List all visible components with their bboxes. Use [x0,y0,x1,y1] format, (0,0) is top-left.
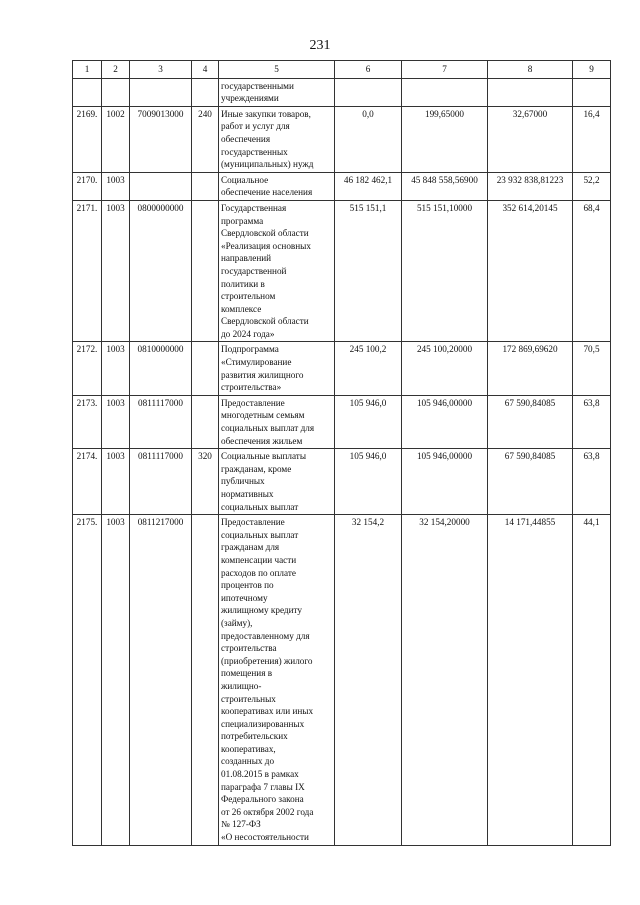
item-name-cell: государственными учреждениями [219,78,335,106]
planned-amount-cell: 46 182 462,1 [335,172,402,200]
table-row [73,172,611,200]
execution-percent-cell: 16,4 [573,106,611,172]
executed-amount-cell: 352 614,20145 [488,200,573,342]
header-cell: 5 [219,61,335,79]
planned-amount-cell [335,78,402,106]
section-code-cell: 1003 [102,172,130,200]
item-name-cell: Предоставление многодетным семьям социальных выплат для обеспечения жильем [219,395,335,448]
target-article-code-cell [130,172,192,200]
item-name-cell: Иные закупки товаров, работ и услуг для обеспечения государственных (муниципальных) нужд [219,106,335,172]
target-article-code-cell: 0811117000 [130,449,192,515]
expense-type-code-cell [192,395,219,448]
executed-amount-cell: 67 590,84085 [488,395,573,448]
approved-amount-cell: 245 100,20000 [402,342,488,395]
expense-type-code-cell: 320 [192,449,219,515]
section-code-cell: 1003 [102,449,130,515]
table-row [73,515,611,845]
approved-amount-cell: 32 154,20000 [402,515,488,845]
expense-type-code-cell: 240 [192,106,219,172]
section-code-cell [102,78,130,106]
row-number-cell: 2175. [73,515,102,845]
planned-amount-cell: 105 946,0 [335,395,402,448]
row-number-cell [73,78,102,106]
approved-amount-cell: 45 848 558,56900 [402,172,488,200]
header-cell: 7 [402,61,488,79]
executed-amount-cell [488,78,573,106]
header-cell: 3 [130,61,192,79]
executed-amount-cell: 32,67000 [488,106,573,172]
header-cell: 4 [192,61,219,79]
execution-percent-cell: 44,1 [573,515,611,845]
item-name-cell: Социальные выплаты гражданам, кроме публичных нормативных социальных выплат [219,449,335,515]
item-name-cell: Подпрограмма «Стимулирование развития жилищного строительства» [219,342,335,395]
header-cell: 6 [335,61,402,79]
table-row [73,395,611,448]
section-code-cell: 1002 [102,106,130,172]
row-number-cell: 2174. [73,449,102,515]
table-body [73,61,611,846]
planned-amount-cell: 105 946,0 [335,449,402,515]
target-article-code-cell: 0800000000 [130,200,192,342]
header-cell: 2 [102,61,130,79]
page-number: 231 [309,38,331,53]
expense-type-code-cell [192,342,219,395]
execution-percent-cell: 52,2 [573,172,611,200]
table-row [73,449,611,515]
table-row [73,342,611,395]
planned-amount-cell: 0,0 [335,106,402,172]
target-article-code-cell: 0811117000 [130,395,192,448]
target-article-code-cell: 7009013000 [130,106,192,172]
header-row [73,61,611,79]
header-cell: 1 [73,61,102,79]
table-row [73,78,611,106]
row-number-cell: 2169. [73,106,102,172]
header-cell: 8 [488,61,573,79]
item-name-cell: Предоставление социальных выплат гражданам для компенсации части расходов по оплате процентов по ипотечному жилищному кредиту (займу), предоставленному для строительства (приобретения) жилого помещения в жилищно- строительных кооперативах или иных специализированных потребительских кооперативах, созданных до 01.08.2015 в рамках параграфа 7 главы IX Федерального закона от 26 октября 2002 года № 127-ФЗ «О несостоятельности [219,515,335,845]
planned-amount-cell: 245 100,2 [335,342,402,395]
approved-amount-cell: 199,65000 [402,106,488,172]
header-cell: 9 [573,61,611,79]
execution-percent-cell: 63,8 [573,395,611,448]
execution-percent-cell: 70,5 [573,342,611,395]
table-row [73,200,611,342]
section-code-cell: 1003 [102,342,130,395]
execution-percent-cell: 68,4 [573,200,611,342]
row-number-cell: 2171. [73,200,102,342]
executed-amount-cell: 172 869,69620 [488,342,573,395]
approved-amount-cell [402,78,488,106]
target-article-code-cell: 0810000000 [130,342,192,395]
target-article-code-cell [130,78,192,106]
table-row [73,106,611,172]
item-name-cell: Социальное обеспечение населения [219,172,335,200]
expense-type-code-cell [192,200,219,342]
target-article-code-cell: 0811217000 [130,515,192,845]
section-code-cell: 1003 [102,515,130,845]
expense-type-code-cell [192,172,219,200]
executed-amount-cell: 67 590,84085 [488,449,573,515]
planned-amount-cell: 32 154,2 [335,515,402,845]
row-number-cell: 2173. [73,395,102,448]
planned-amount-cell: 515 151,1 [335,200,402,342]
section-code-cell: 1003 [102,395,130,448]
execution-percent-cell: 63,8 [573,449,611,515]
budget-table [72,60,611,846]
row-number-cell: 2172. [73,342,102,395]
approved-amount-cell: 105 946,00000 [402,449,488,515]
row-number-cell: 2170. [73,172,102,200]
expense-type-code-cell [192,78,219,106]
item-name-cell: Государственная программа Свердловской области «Реализация основных направлений государственной политики в строительном комплексе Свердловской области до 2024 года» [219,200,335,342]
executed-amount-cell: 14 171,44855 [488,515,573,845]
expense-type-code-cell [192,515,219,845]
approved-amount-cell: 105 946,00000 [402,395,488,448]
execution-percent-cell [573,78,611,106]
section-code-cell: 1003 [102,200,130,342]
approved-amount-cell: 515 151,10000 [402,200,488,342]
executed-amount-cell: 23 932 838,81223 [488,172,573,200]
